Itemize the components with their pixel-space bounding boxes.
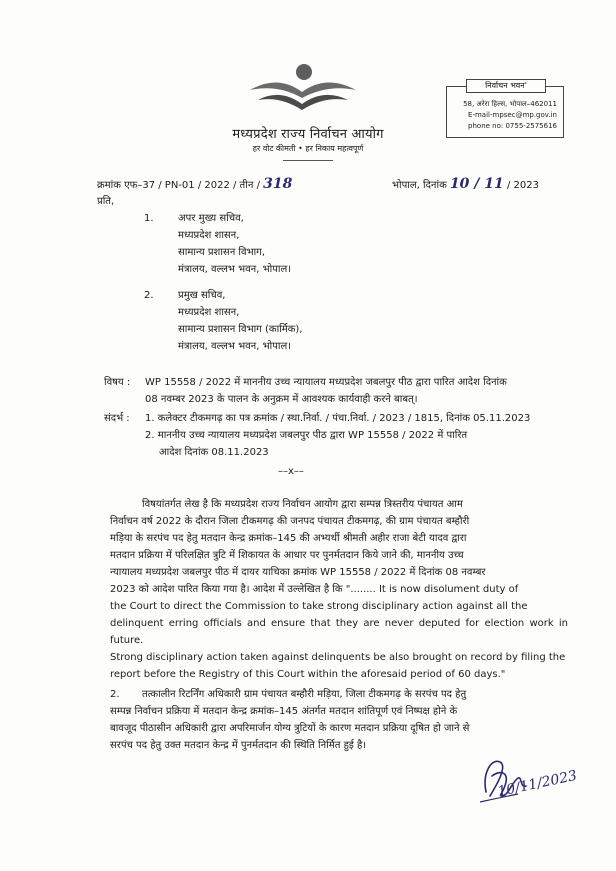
- para2-line: तत्कालीन रिटर्निंग अधिकारी ग्राम पंचायत बम्हौरी मड़िया, जिला टीकमगढ़ के सरपंच पद हेतु: [142, 689, 467, 700]
- commission-logo: [248, 60, 358, 120]
- subject-line-1: WP 15558 / 2022 में माननीय उच्च न्यायालय मध्यप्रदेश जबलपुर पीठ द्वारा पारित आदेश दिनांक: [145, 377, 507, 388]
- para2-line: बावजूद पीठासीन अधिकारी द्वारा अपरिमार्जन योग्य त्रुटियों के कारण मतदान प्रक्रिया दूषित हो जाने से: [110, 723, 470, 734]
- address-line: 58, अरेरा हिल्स, भोपाल–462011: [463, 100, 557, 108]
- address-box: [446, 86, 564, 138]
- subject-label: विषय :: [104, 377, 131, 388]
- para1-quote-line: the Court to direct the Commission to take strong disciplinary action against all the: [110, 601, 528, 612]
- para1-line: निर्वाचन वर्ष 2022 के दौरान जिला टीकमगढ़ की जनपद पंचायत टीकमगढ़, की ग्राम पंचायत बम्हौरी: [110, 516, 470, 527]
- header-separator: [283, 160, 333, 161]
- address-title: निर्वाचन भवन': [466, 79, 546, 93]
- recipient-2-number: 2.: [144, 290, 154, 301]
- paragraph-2: [110, 686, 568, 754]
- reference-text: [145, 410, 565, 461]
- para1-line: न्यायालय मध्यप्रदेश जबलपुर पीठ में दायर याचिका क्रमांक WP 15558 / 2022 में दिनांक 08 नवम्बर: [110, 567, 486, 578]
- reference-item-2-cont: आदेश दिनांक 08.11.2023: [159, 447, 269, 458]
- section-divider: ––x––: [278, 466, 304, 477]
- email-line: E-mail-mpsec@mp.gov.in: [468, 111, 557, 119]
- recipient-1-line: मंत्रालय, वल्लभ भवन, भोपाल।: [178, 264, 292, 275]
- signature-date: 10/11/2023: [496, 767, 579, 801]
- paragraph-1: [110, 496, 568, 683]
- recipient-2-line: सामान्य प्रशासन विभाग (कार्मिक),: [178, 324, 303, 335]
- date-year: / 2023: [506, 180, 539, 191]
- recipient-2-line: मंत्रालय, वल्लभ भवन, भोपाल।: [178, 341, 292, 352]
- letter-number: [97, 176, 292, 192]
- para2-number: 2.: [110, 689, 120, 700]
- tagline: हर वोट कीमती • हर निकाय महत्वपूर्ण: [252, 144, 364, 153]
- para1-quote-line: report before the Registry of this Court within the aforesaid period of 60 days.": [110, 669, 506, 680]
- phone-line: phone no: 0755-2575616: [468, 122, 557, 130]
- para1-line: मड़िया के सरपंच पद हेतु मतदान केन्द्र क्रमांक–145 की अभ्यर्थी श्रीमती अहीर राजा बेटी यादव द्वारा: [110, 533, 467, 544]
- date-handwritten: 10 / 11: [449, 176, 504, 192]
- place-date-prefix: भोपाल, दिनांक: [392, 180, 447, 191]
- para1-line: मतदान प्रक्रिया में परिलक्षित त्रुटि में शिकायत के आधार पर पुनर्मतदान किये जाने की, माननीय उच्च: [110, 550, 464, 561]
- to-label: प्रति,: [97, 196, 115, 207]
- reference-item-2: 2. माननीय उच्च न्यायालय मध्यप्रदेश जबलपुर पीठ द्वारा WP 15558 / 2022 में पारित: [145, 430, 468, 441]
- recipient-1-line: मध्यप्रदेश शासन,: [178, 230, 240, 241]
- logo-wing-top: [250, 82, 356, 98]
- para2-line: सरपंच पद हेतु उक्त मतदान केन्द्र में पुनर्मतदान की स्थिति निर्मित हुई है।: [110, 740, 367, 751]
- recipient-2-address: [178, 287, 303, 355]
- recipient-1-line: सामान्य प्रशासन विभाग,: [178, 247, 265, 258]
- logo-sun: [296, 64, 312, 80]
- organization-name: मध्यप्रदेश राज्य निर्वाचन आयोग: [232, 127, 384, 142]
- recipient-2-line: प्रमुख सचिव,: [178, 290, 226, 301]
- para1-line: 2023 को आदेश पारित किया गया है। आदेश में उल्लेखित है कि "........ It is now disolument duty of: [110, 584, 519, 595]
- recipient-1-line: अपर मुख्य सचिव,: [178, 213, 244, 224]
- recipient-2-line: मध्यप्रदेश शासन,: [178, 307, 240, 318]
- para2-line: सम्पन्न निर्वाचन प्रक्रिया में मतदान केन्द्र क्रमांक–145 अंतर्गत मतदान शांतिपूर्ण एवं निष्पक्ष होने के: [110, 706, 458, 717]
- reference-label: संदर्भ :: [104, 413, 130, 424]
- letter-number-handwritten: 318: [263, 176, 293, 192]
- letter-number-prefix: क्रमांक एफ–37 / PN-01 / 2022 / तीन /: [97, 180, 260, 191]
- reference-item-1: 1. कलेक्टर टीकमगढ़ का पत्र क्रमांक / स्था.निर्वा. / पंचा.निर्वा. / 2023 / 1815, दिनांक 05.11.2023: [145, 413, 531, 424]
- recipient-1-address: [178, 210, 291, 278]
- para1-line: विषयांतर्गत लेख है कि मध्यप्रदेश राज्य निर्वाचन आयोग द्वारा सम्पन्न त्रिस्तरीय पंचायत आम: [142, 499, 463, 510]
- subject-text: [145, 374, 565, 408]
- para1-quote-line: delinquent erring officials and ensure that they are never deputed for election work in future.: [110, 618, 568, 646]
- para1-quote-line: Strong disciplinary action taken against delinquents be also brought on record by filing the: [110, 652, 566, 663]
- recipient-1-number: 1.: [144, 213, 154, 224]
- subject-line-2: 08 नवम्बर 2023 के पालन के अनुक्रम में आवश्यक कार्यवाही करने बाबत्।: [145, 394, 418, 405]
- place-date: [392, 176, 539, 192]
